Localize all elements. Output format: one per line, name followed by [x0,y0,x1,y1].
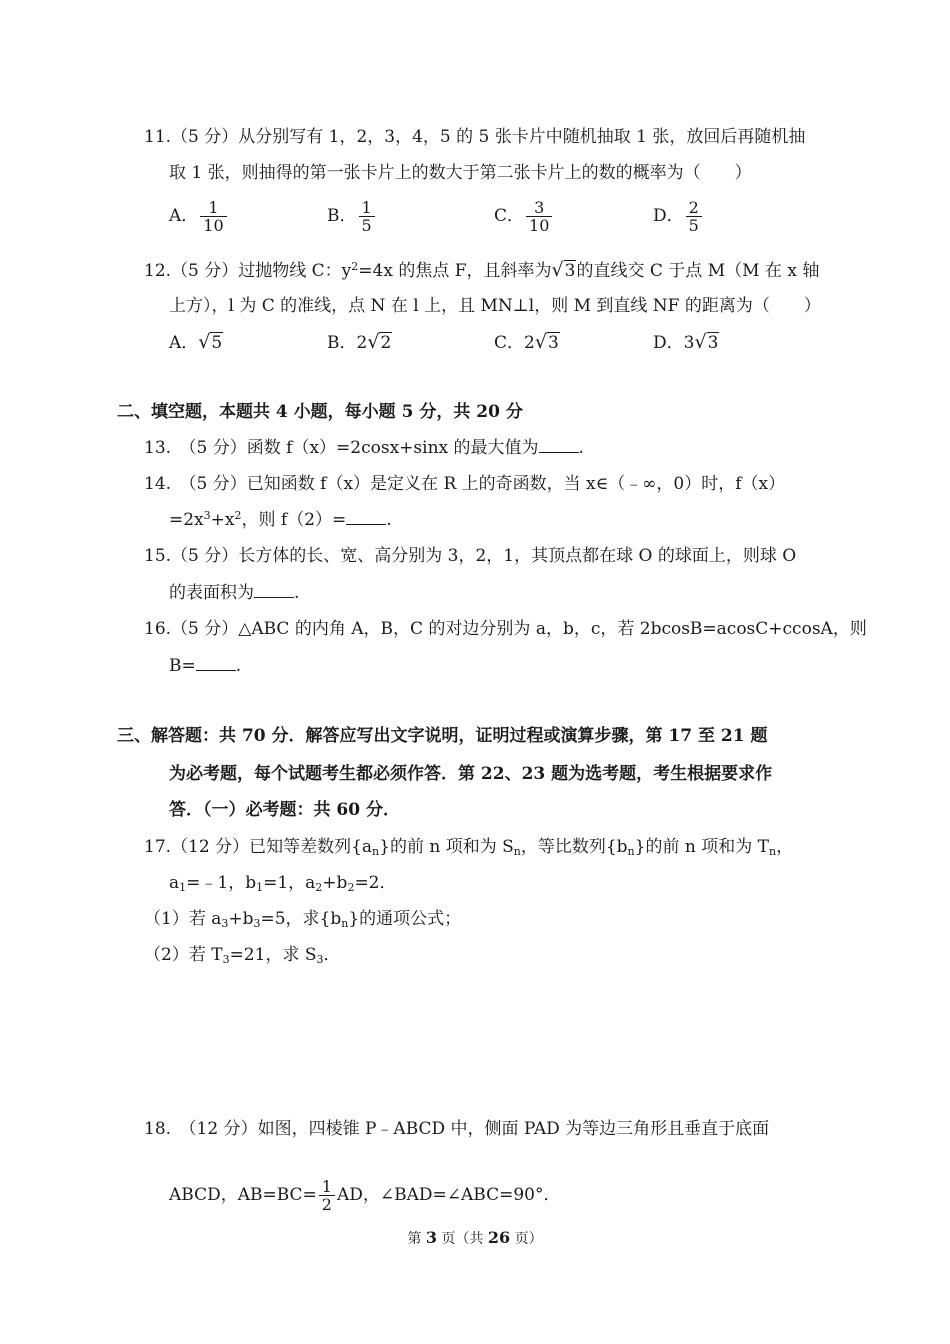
total-pages: 26 [487,1228,511,1247]
q12-option-c [494,330,560,355]
numerator: 3 [526,199,552,217]
coefficient: 2 [356,333,368,353]
q16-line1: 16.（5 分）△ABC 的内角 A，B，C 的对边分别为 a，b，c，若 2bcosB=acosC+ccosA，则 [144,619,867,639]
text: ，等比数列{b [520,837,628,857]
radicand: 3 [564,261,576,281]
option-label: C． [494,206,525,226]
radical-sign: √ [551,259,564,281]
q18-line2 [169,1178,561,1213]
numerator: 1 [319,1178,335,1196]
sqrt [198,333,223,353]
sqrt [535,333,560,353]
text: a [169,873,180,893]
q11-option-c [494,199,554,234]
option-label: C． [494,333,525,353]
subscript: n [372,845,380,858]
sqrt [694,333,719,353]
text: }的前 n 项和为 S [379,837,514,857]
q11-option-b [327,199,377,234]
text: ，则 f（2）= [241,510,347,530]
text: =﹣1，b [186,873,257,893]
text: . [578,438,584,458]
text: =1，a [263,873,316,893]
subscript: n [513,845,521,858]
denominator: 10 [529,216,550,235]
text: ABCD，AB=BC= [169,1185,317,1205]
text: B= [169,656,196,676]
text: =4x 的焦点 F，且斜率为 [358,261,552,281]
q15-line2 [169,581,299,605]
text: 页（共 [436,1231,488,1247]
text: ． [323,945,341,965]
radicand: 3 [547,333,559,353]
section3-line3: 答．（一）必考题：共 60 分． [169,800,400,820]
text: }的前 n 项和为 T [634,837,769,857]
section3-line1: 三、解答题：共 70 分．解答应写出文字说明，证明过程或演算步骤，第 17 至 21 题 [117,726,768,746]
fraction [200,199,226,234]
denominator: 10 [203,216,224,235]
text: . [235,656,242,676]
text: . [386,510,392,530]
sqrt [552,261,577,281]
text: =21，求 S [229,945,317,965]
subscript: 3 [253,917,261,930]
coefficient: 2 [524,333,535,353]
q11-line2: 取 1 张，则抽得的第一张卡片上的数大于第二张卡片上的数的概率为（ ） [169,163,752,183]
text: 第 [407,1231,426,1247]
q15-line1: 15.（5 分）长方体的长、宽、高分别为 3，2，1，其顶点都在球 O 的球面上，则球 O [144,546,797,566]
text: 17.（12 分）已知等差数列{a [144,837,373,857]
numerator: 1 [359,199,375,217]
page-number: 3 [425,1228,437,1247]
radicand: 2 [380,333,392,353]
radicand: 3 [707,333,719,353]
option-label: A． [169,206,199,226]
fraction [359,199,375,234]
fraction [686,199,702,234]
option-label: D． [653,333,684,353]
q13-line [144,436,584,460]
text: （1）若 a [144,909,222,929]
text: +b [228,909,254,929]
q14-line1: 14. （5 分）已知函数 f（x）是定义在 R 上的奇函数，当 x∈（﹣∞，0）时，f（x） [144,474,786,494]
subscript: n [341,917,349,930]
denominator: 5 [361,216,372,235]
q12-line1 [144,258,819,283]
q12-option-a [169,330,223,355]
text: AD，∠BAD=∠ABC=90°． [336,1185,561,1205]
subscript: n [627,845,635,858]
subscript: 2 [347,881,355,894]
text: 的表面积为 [169,583,254,603]
text: ， [776,837,794,857]
text: =2x [169,510,204,530]
answer-blank [346,508,386,525]
superscript: 2 [234,509,242,522]
subscript: 3 [316,953,324,966]
q17-part2 [144,943,341,967]
text: 13. （5 分）函数 f（x）=2cosx+sinx 的最大值为 [144,438,539,458]
fraction [526,199,552,234]
radical-sign: √ [694,331,707,353]
numerator: 2 [686,199,702,217]
page-footer [0,1228,950,1249]
subscript: 1 [256,881,264,894]
q11-option-d [653,199,704,234]
radical-sign: √ [198,331,211,353]
coefficient: 3 [683,333,695,353]
q11-option-a [169,199,229,234]
subscript: 3 [222,953,230,966]
q17-line1 [144,835,793,859]
answer-blank [539,436,579,453]
option-label: B． [327,206,357,226]
text: （2）若 T [144,945,223,965]
radicand: 5 [211,333,223,353]
text: +b [322,873,348,893]
answer-blank [196,654,236,671]
text: . [294,583,300,603]
numerator: 1 [200,199,226,217]
text: }的通项公式； [348,909,462,929]
text: =5，求{b [260,909,342,929]
q11-line1: 11.（5 分）从分别写有 1，2，3，4，5 的 5 张卡片中随机抽取 1 张，放回后再随机抽 [144,127,806,147]
answer-blank [254,581,294,598]
option-label: B． [327,333,357,353]
q12-option-d [653,330,719,355]
q14-line2 [169,508,392,532]
text: 12.（5 分）过抛物线 C：y [144,261,352,281]
section2-title: 二、填空题，本题共 4 小题，每小题 5 分，共 20 分 [117,402,523,422]
denominator: 5 [688,216,699,235]
q16-line2 [169,654,241,678]
subscript: 1 [179,881,187,894]
radical-sign: √ [367,331,380,353]
text: +x [210,510,235,530]
subscript: n [768,845,777,858]
fraction [319,1178,335,1213]
text: 的直线交 C 于点 M（M 在 x 轴 [576,261,820,281]
q18-line1: 18. （12 分）如图，四棱锥 P﹣ABCD 中，侧面 PAD 为等边三角形且垂直于底面 [144,1119,770,1139]
q17-line2 [169,871,397,895]
text: 页） [510,1231,543,1247]
sqrt [367,333,392,353]
option-label: A． [169,333,199,353]
denominator: 2 [321,1195,332,1214]
subscript: 3 [221,917,229,930]
superscript: 2 [351,260,359,273]
superscript: 3 [203,509,211,522]
radical-sign: √ [534,331,547,353]
q17-part1 [144,907,461,931]
subscript: 2 [315,881,323,894]
q12-option-b [327,330,392,355]
text: =2． [354,873,397,893]
q12-line2: 上方），l 为 C 的准线，点 N 在 l 上，且 MN⊥l，则 M 到直线 NF 的距离为（ ） [169,296,821,316]
option-label: D． [653,206,684,226]
section3-line2: 为必考题，每个试题考生都必须作答．第 22、23 题为选考题，考生根据要求作 [169,764,773,784]
